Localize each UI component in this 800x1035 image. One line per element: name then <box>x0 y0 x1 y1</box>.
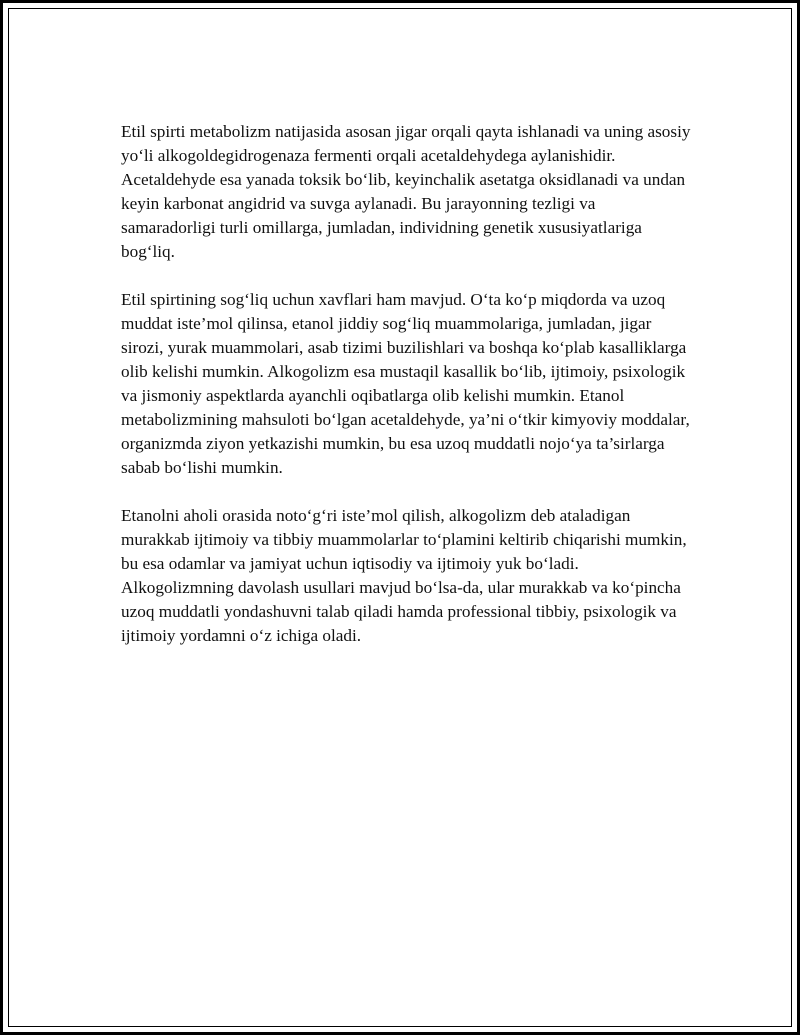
document-body <box>121 120 691 672</box>
paragraph-2: Etil spirtining sog‘liq uchun xavflari ham mavjud. O‘ta ko‘p miqdorda va uzoq muddat iste’mol qilinsa, etanol jiddiy sog‘liq muammolariga, jumladan, jigar sirozi, yurak muammolari, asab tizimi buzilishlari va boshqa ko‘plab kasalliklarga olib kelishi mumkin. Alkogolizm esa mustaqil kasallik bo‘lib, ijtimoiy, psixologik va jismoniy aspektlarda ayanchli oqibatlarga olib kelishi mumkin. Etanol metabolizmining mahsuloti bo‘lgan acetaldehyde, ya’ni o‘tkir kimyoviy moddalar, organizmda ziyon yetkazishi mumkin, bu esa uzoq muddatli nojo‘ya ta’sirlarga sabab bo‘lishi mumkin. <box>121 290 690 477</box>
paragraph-3: Etanolni aholi orasida noto‘g‘ri iste’mol qilish, alkogolizm deb ataladigan murakkab ijtimoiy va tibbiy muammolarlar to‘plamini keltirib chiqarishi mumkin, bu esa odamlar va jamiyat uchun iqtisodiy va ijtimoiy yuk bo‘ladi. Alkogolizmning davolash usullari mavjud bo‘lsa-da, ular murakkab va ko‘pincha uzoq muddatli yondashuvni talab qiladi hamda professional tibbiy, psixologik va ijtimoiy yordamni o‘z ichiga oladi. <box>121 506 687 645</box>
paragraph-1: Etil spirti metabolizm natijasida asosan jigar orqali qayta ishlanadi va uning asosiy yo‘li alkogoldegidrogenaza fermenti orqali acetaldehydega aylanishidir. Acetaldehyde esa yanada toksik bo‘lib, keyinchalik asetatga oksidlanadi va undan keyin karbonat angidrid va suvga aylanadi. Bu jarayonning tezligi va samaradorligi turli omillarga, jumladan, individning genetik xususiyatlariga bog‘liq. <box>121 122 691 261</box>
